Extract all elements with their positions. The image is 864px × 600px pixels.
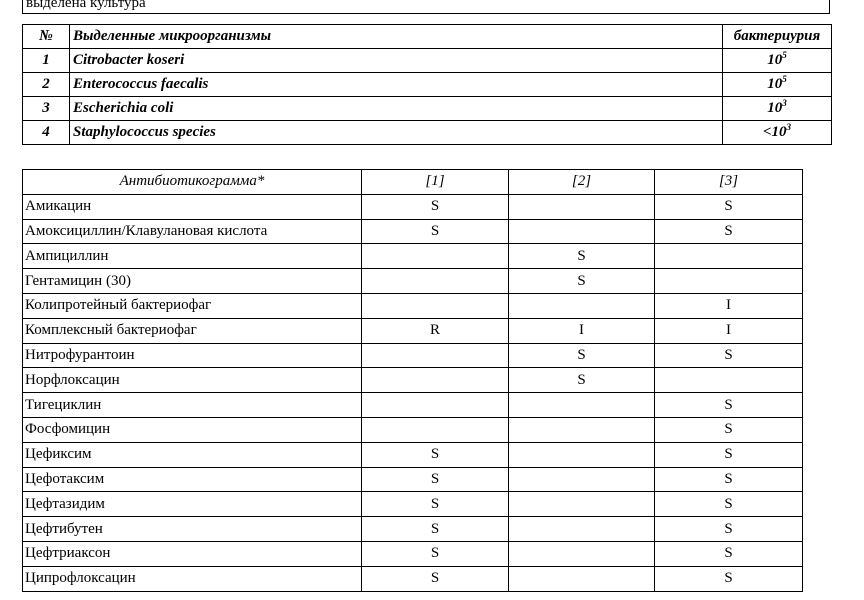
antibiotic-name: Амоксициллин/Клавулановая кислота bbox=[23, 219, 362, 244]
susceptibility-strain-1: S bbox=[362, 194, 509, 219]
organisms-header-name: Выделенные микроорганизмы bbox=[70, 25, 723, 49]
organism-bacteriuria bbox=[723, 97, 832, 121]
organism-bacteriuria bbox=[723, 73, 832, 97]
culture-header-box bbox=[22, 0, 830, 14]
susceptibility-strain-2 bbox=[509, 417, 655, 442]
susceptibility-strain-2 bbox=[509, 219, 655, 244]
bacteriuria-exponent: 3 bbox=[786, 122, 792, 132]
susceptibility-strain-3: S bbox=[655, 194, 803, 219]
susceptibility-strain-1: S bbox=[362, 517, 509, 542]
susceptibility-strain-2 bbox=[509, 492, 655, 517]
susceptibility-strain-3: S bbox=[655, 343, 803, 368]
antibiotic-row bbox=[23, 566, 803, 591]
susceptibility-strain-3: S bbox=[655, 442, 803, 467]
susceptibility-strain-2: S bbox=[509, 244, 655, 269]
antibiotic-row bbox=[23, 517, 803, 542]
bacteriuria-exponent: 5 bbox=[782, 74, 787, 84]
bacteriuria-exponent: 3 bbox=[782, 98, 787, 108]
antibiogram-table bbox=[22, 169, 803, 592]
susceptibility-strain-3 bbox=[655, 244, 803, 269]
susceptibility-strain-3 bbox=[655, 269, 803, 294]
antibiotic-row bbox=[23, 467, 803, 492]
susceptibility-strain-2 bbox=[509, 566, 655, 591]
antibiotic-row bbox=[23, 293, 803, 318]
susceptibility-strain-1 bbox=[362, 393, 509, 418]
susceptibility-strain-1 bbox=[362, 244, 509, 269]
organism-number: 1 bbox=[23, 49, 70, 73]
antibiotic-name: Амикацин bbox=[23, 194, 362, 219]
susceptibility-strain-1: S bbox=[362, 219, 509, 244]
susceptibility-strain-3: S bbox=[655, 492, 803, 517]
organism-number: 2 bbox=[23, 73, 70, 97]
susceptibility-strain-1: S bbox=[362, 492, 509, 517]
susceptibility-strain-3: S bbox=[655, 517, 803, 542]
antibiotic-row bbox=[23, 541, 803, 566]
bacteriuria-exponent: 5 bbox=[782, 50, 787, 60]
organism-bacteriuria bbox=[723, 49, 832, 73]
susceptibility-strain-1: S bbox=[362, 467, 509, 492]
culture-header-text: выделена культура bbox=[26, 0, 146, 11]
antibiotic-name: Ампициллин bbox=[23, 244, 362, 269]
antibiotic-row bbox=[23, 442, 803, 467]
susceptibility-strain-3: S bbox=[655, 467, 803, 492]
organism-number: 3 bbox=[23, 97, 70, 121]
antibiotic-row bbox=[23, 318, 803, 343]
susceptibility-strain-2: S bbox=[509, 269, 655, 294]
susceptibility-strain-1 bbox=[362, 417, 509, 442]
antibiotic-row bbox=[23, 368, 803, 393]
antibiotic-name: Цефотаксим bbox=[23, 467, 362, 492]
antibiotic-row bbox=[23, 343, 803, 368]
organisms-header-num: № bbox=[23, 25, 70, 49]
susceptibility-strain-2 bbox=[509, 467, 655, 492]
antibiotic-row bbox=[23, 492, 803, 517]
bacteriuria-base: 10 bbox=[767, 76, 783, 92]
bacteriuria-base: 10 bbox=[767, 52, 783, 68]
susceptibility-strain-1: S bbox=[362, 442, 509, 467]
antibiogram-header-strain-3: [3] bbox=[655, 170, 803, 195]
antibiotic-name: Фосфомицин bbox=[23, 417, 362, 442]
organism-number: 4 bbox=[23, 121, 70, 145]
organism-row bbox=[23, 97, 832, 121]
antibiotic-name: Нитрофурантоин bbox=[23, 343, 362, 368]
antibiotic-name: Цефиксим bbox=[23, 442, 362, 467]
susceptibility-strain-1: S bbox=[362, 541, 509, 566]
susceptibility-strain-3: S bbox=[655, 417, 803, 442]
antibiotic-name: Цефтибутен bbox=[23, 517, 362, 542]
antibiotic-name: Цефтазидим bbox=[23, 492, 362, 517]
susceptibility-strain-1 bbox=[362, 293, 509, 318]
antibiotic-name: Гентамицин (30) bbox=[23, 269, 362, 294]
susceptibility-strain-2 bbox=[509, 517, 655, 542]
antibiotic-name: Колипротейный бактериофаг bbox=[23, 293, 362, 318]
susceptibility-strain-2 bbox=[509, 541, 655, 566]
susceptibility-strain-2: S bbox=[509, 368, 655, 393]
susceptibility-strain-3: I bbox=[655, 293, 803, 318]
susceptibility-strain-2: I bbox=[509, 318, 655, 343]
organisms-table bbox=[22, 24, 832, 145]
organism-row bbox=[23, 73, 832, 97]
susceptibility-strain-2 bbox=[509, 293, 655, 318]
antibiogram-header-strain-1: [1] bbox=[362, 170, 509, 195]
antibiogram-header-strain-2: [2] bbox=[509, 170, 655, 195]
susceptibility-strain-3 bbox=[655, 368, 803, 393]
antibiotic-name: Норфлоксацин bbox=[23, 368, 362, 393]
susceptibility-strain-3: S bbox=[655, 219, 803, 244]
susceptibility-strain-1 bbox=[362, 269, 509, 294]
susceptibility-strain-2 bbox=[509, 393, 655, 418]
antibiotic-row bbox=[23, 194, 803, 219]
organism-row bbox=[23, 49, 832, 73]
antibiotic-name: Ципрофлоксацин bbox=[23, 566, 362, 591]
susceptibility-strain-1: S bbox=[362, 566, 509, 591]
susceptibility-strain-2 bbox=[509, 194, 655, 219]
susceptibility-strain-1: R bbox=[362, 318, 509, 343]
organism-name: Escherichia coli bbox=[70, 97, 723, 121]
bacteriuria-base: <10 bbox=[762, 124, 787, 140]
antibiotic-row bbox=[23, 244, 803, 269]
susceptibility-strain-3: I bbox=[655, 318, 803, 343]
antibiotic-name: Цефтриаксон bbox=[23, 541, 362, 566]
antibiotic-name: Тигециклин bbox=[23, 393, 362, 418]
susceptibility-strain-3: S bbox=[655, 566, 803, 591]
antibiogram-header-row bbox=[23, 170, 803, 195]
organism-name: Staphylococcus species bbox=[70, 121, 723, 145]
organism-name: Enterococcus faecalis bbox=[70, 73, 723, 97]
organism-row bbox=[23, 121, 832, 145]
susceptibility-strain-2: S bbox=[509, 343, 655, 368]
organisms-header-row bbox=[23, 25, 832, 49]
organism-name: Citrobacter koseri bbox=[70, 49, 723, 73]
susceptibility-strain-3: S bbox=[655, 541, 803, 566]
antibiotic-row bbox=[23, 219, 803, 244]
bacteriuria-base: 10 bbox=[767, 100, 783, 116]
antibiotic-row bbox=[23, 393, 803, 418]
susceptibility-strain-1 bbox=[362, 368, 509, 393]
antibiotic-row bbox=[23, 417, 803, 442]
organism-bacteriuria bbox=[723, 121, 832, 145]
susceptibility-strain-3: S bbox=[655, 393, 803, 418]
antibiotic-row bbox=[23, 269, 803, 294]
antibiogram-header-title: Антибиотикограмма* bbox=[23, 170, 362, 195]
susceptibility-strain-1 bbox=[362, 343, 509, 368]
antibiotic-name: Комплексный бактериофаг bbox=[23, 318, 362, 343]
organisms-header-bacteriuria: бактериурия bbox=[723, 25, 832, 49]
susceptibility-strain-2 bbox=[509, 442, 655, 467]
